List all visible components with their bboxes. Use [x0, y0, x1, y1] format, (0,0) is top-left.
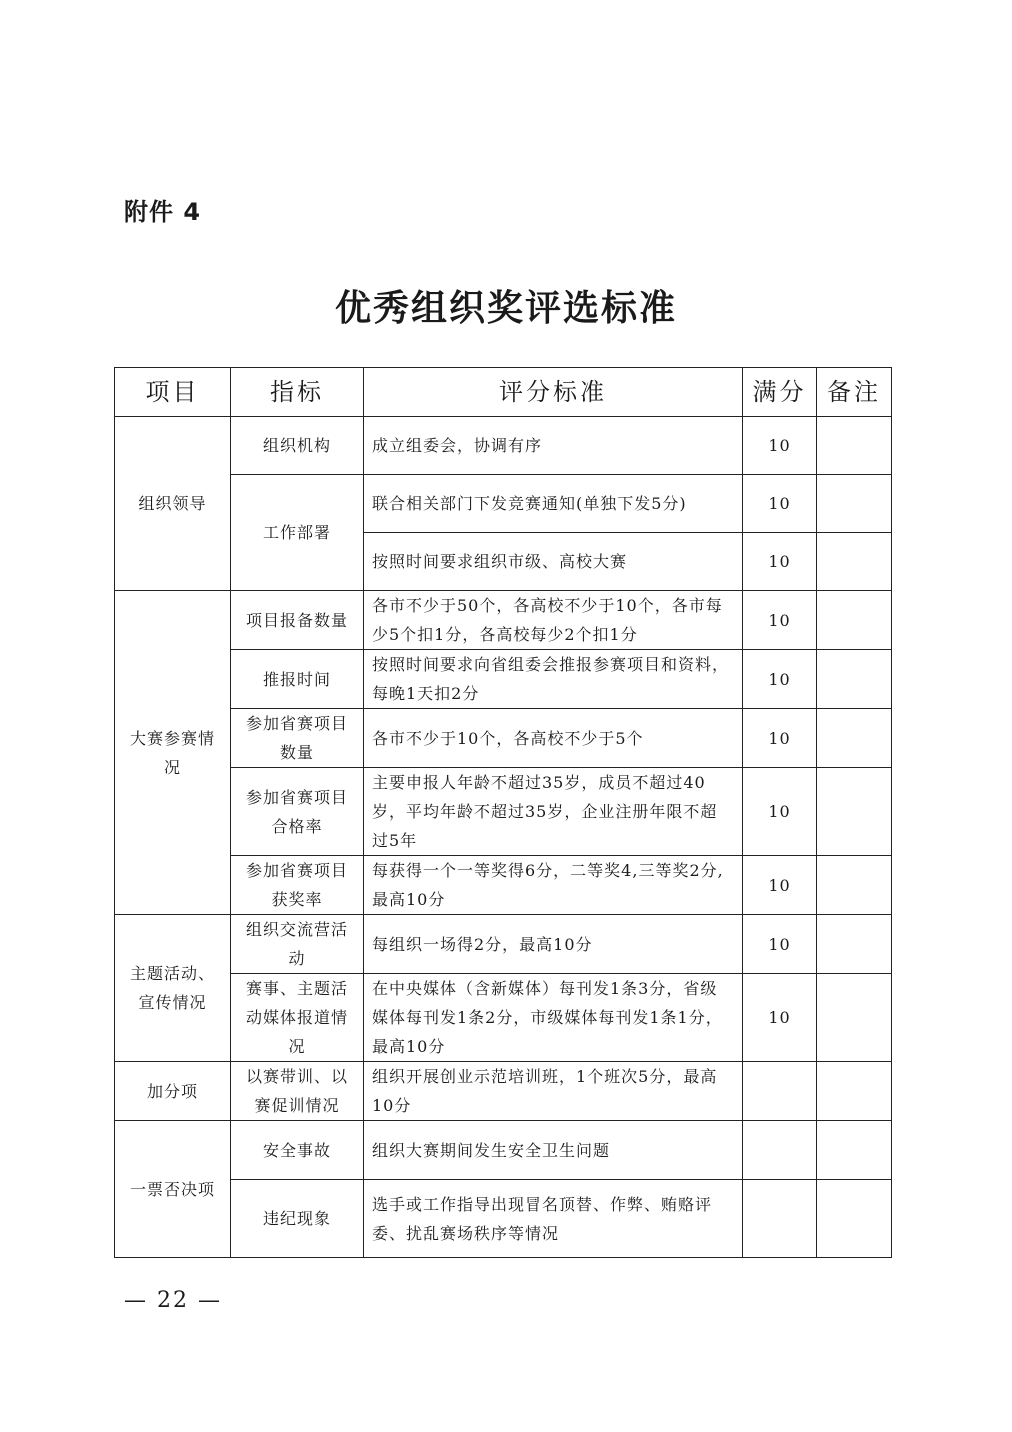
table-row	[115, 1121, 892, 1180]
indicator-cell: 参加省赛项目获奖率	[231, 856, 364, 915]
remark-cell	[817, 533, 892, 591]
score-cell: 10	[743, 768, 817, 856]
group-name: 一票否决项	[115, 1121, 231, 1258]
header-full-score: 满分	[743, 368, 817, 417]
indicator-cell: 项目报备数量	[231, 591, 364, 650]
criteria-cell: 组织开展创业示范培训班，1个班次5分，最高10分	[364, 1062, 743, 1121]
criteria-cell: 按照时间要求向省组委会推报参赛项目和资料，每晚1天扣2分	[364, 650, 743, 709]
document-title: 优秀组织奖评选标准	[334, 288, 677, 329]
evaluation-criteria-table	[114, 367, 892, 1258]
criteria-cell: 每组织一场得2分，最高10分	[364, 915, 743, 974]
indicator-cell: 安全事故	[231, 1121, 364, 1180]
page-number: — 22 —	[124, 1288, 222, 1313]
remark-cell	[817, 856, 892, 915]
indicator-cell: 赛事、主题活动媒体报道情况	[231, 974, 364, 1062]
remark-cell	[817, 650, 892, 709]
criteria-cell: 联合相关部门下发竞赛通知(单独下发5分)	[364, 475, 743, 533]
criteria-cell: 主要申报人年龄不超过35岁，成员不超过40岁，平均年龄不超过35岁，企业注册年限不超过5年	[364, 768, 743, 856]
score-cell: 10	[743, 417, 817, 475]
remark-cell	[817, 709, 892, 768]
indicator-cell: 工作部署	[231, 475, 364, 591]
remark-cell	[817, 475, 892, 533]
score-cell: 10	[743, 475, 817, 533]
table-row	[115, 650, 892, 709]
criteria-cell: 组织大赛期间发生安全卫生问题	[364, 1121, 743, 1180]
remark-cell	[817, 974, 892, 1062]
score-cell	[743, 1121, 817, 1180]
indicator-cell: 组织交流营活动	[231, 915, 364, 974]
header-remarks: 备注	[817, 368, 892, 417]
remark-cell	[817, 417, 892, 475]
criteria-cell: 各市不少于50个，各高校不少于10个，各市每少5个扣1分，各高校每少2个扣1分	[364, 591, 743, 650]
criteria-cell: 每获得一个一等奖得6分，二等奖4,三等奖2分,最高10分	[364, 856, 743, 915]
table-header-row	[115, 368, 892, 417]
indicator-cell: 违纪现象	[231, 1180, 364, 1258]
table-row	[115, 1062, 892, 1121]
remark-cell	[817, 768, 892, 856]
criteria-cell: 按照时间要求组织市级、高校大赛	[364, 533, 743, 591]
group-name: 加分项	[115, 1062, 231, 1121]
attachment-label: 附件 4	[124, 198, 202, 226]
table-row	[115, 709, 892, 768]
remark-cell	[817, 1121, 892, 1180]
group-name: 组织领导	[115, 417, 231, 591]
indicator-cell: 以赛带训、以赛促训情况	[231, 1062, 364, 1121]
table-row	[115, 1180, 892, 1258]
score-cell: 10	[743, 856, 817, 915]
score-cell	[743, 1062, 817, 1121]
score-cell: 10	[743, 974, 817, 1062]
score-cell: 10	[743, 533, 817, 591]
indicator-cell: 组织机构	[231, 417, 364, 475]
score-cell: 10	[743, 650, 817, 709]
indicator-cell: 参加省赛项目合格率	[231, 768, 364, 856]
remark-cell	[817, 1180, 892, 1258]
score-cell: 10	[743, 591, 817, 650]
header-criteria: 评分标准	[364, 368, 743, 417]
table-row	[115, 768, 892, 856]
remark-cell	[817, 915, 892, 974]
table-row	[115, 475, 892, 533]
criteria-cell: 成立组委会，协调有序	[364, 417, 743, 475]
criteria-cell: 在中央媒体（含新媒体）每刊发1条3分，省级媒体每刊发1条2分，市级媒体每刊发1条1分，最高10分	[364, 974, 743, 1062]
score-cell: 10	[743, 915, 817, 974]
table-row	[115, 417, 892, 475]
criteria-cell: 各市不少于10个，各高校不少于5个	[364, 709, 743, 768]
table-row	[115, 974, 892, 1062]
group-name: 主题活动、宣传情况	[115, 915, 231, 1062]
score-cell: 10	[743, 709, 817, 768]
table-row	[115, 915, 892, 974]
indicator-cell: 参加省赛项目数量	[231, 709, 364, 768]
table-row	[115, 856, 892, 915]
table-row	[115, 591, 892, 650]
header-item: 项目	[115, 368, 231, 417]
remark-cell	[817, 1062, 892, 1121]
group-name: 大赛参赛情况	[115, 591, 231, 915]
score-cell	[743, 1180, 817, 1258]
header-indicator: 指标	[231, 368, 364, 417]
criteria-cell: 选手或工作指导出现冒名顶替、作弊、贿赂评委、扰乱赛场秩序等情况	[364, 1180, 743, 1258]
remark-cell	[817, 591, 892, 650]
indicator-cell: 推报时间	[231, 650, 364, 709]
